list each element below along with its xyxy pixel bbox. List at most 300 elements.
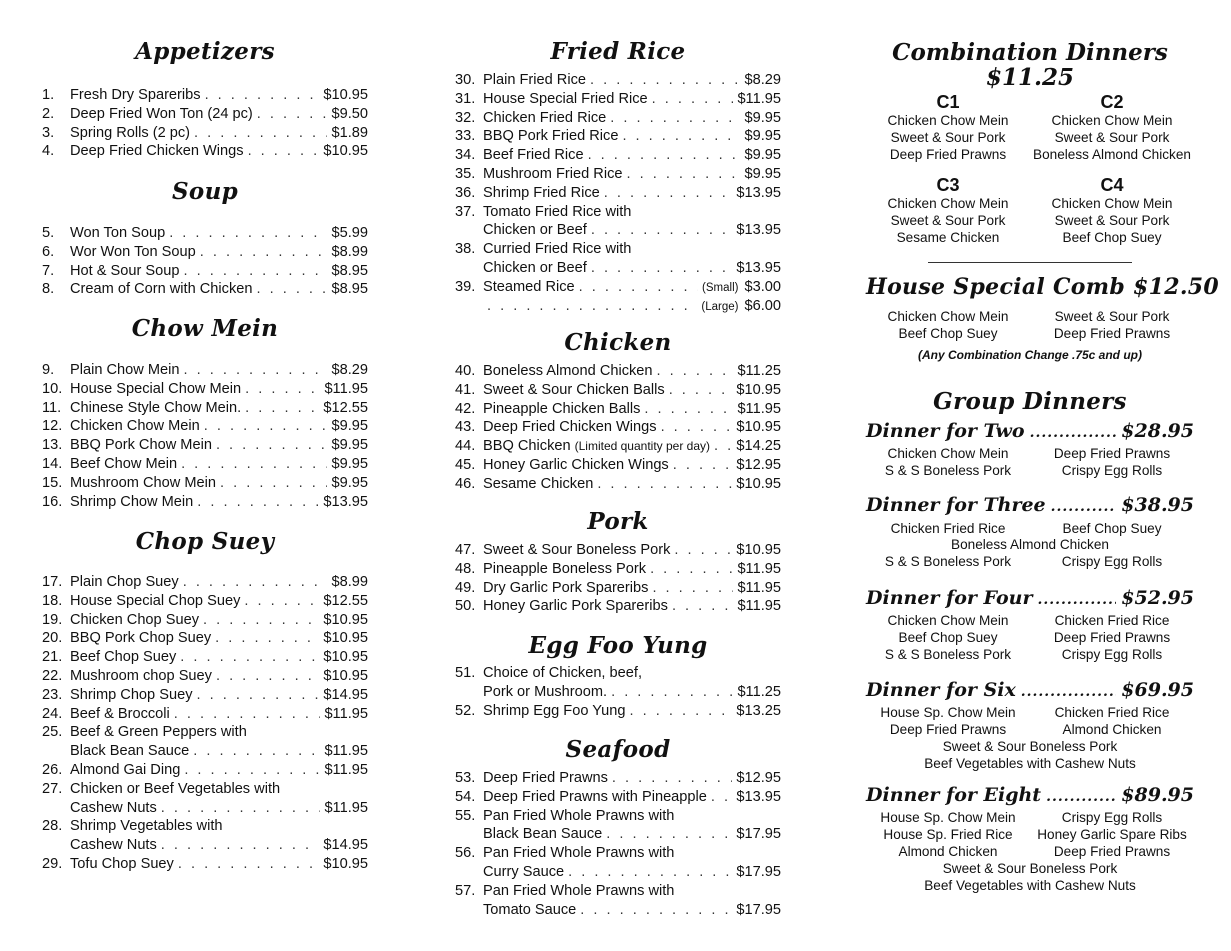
- leader-dots: [200, 244, 328, 260]
- menu-item-row: [42, 125, 368, 144]
- section-title-chow-mein: Chow Mein: [131, 315, 279, 342]
- leader-dots: [630, 703, 733, 719]
- leader-dots: [597, 476, 732, 492]
- leader-dots: [205, 87, 320, 103]
- menu-item-row: [42, 724, 368, 743]
- item-number: 42.: [455, 400, 476, 417]
- item-number: 2.: [42, 105, 55, 122]
- dinner-item: Honey Garlic Spare Ribs: [1037, 827, 1187, 842]
- item-name: Shrimp Vegetables with: [70, 818, 223, 835]
- leader-dots: [669, 382, 733, 398]
- dinner-for-three-title: [866, 494, 1194, 516]
- item-price: $11.95: [324, 743, 368, 760]
- menu-item-row: [42, 381, 368, 400]
- item-name: Choice of Chicken, beef,: [483, 665, 642, 681]
- item-name: Beef Chow Mein: [70, 455, 178, 472]
- item-price: $10.95: [323, 855, 368, 872]
- item-name: Wor Won Ton Soup: [70, 243, 196, 260]
- leader-dots: [245, 400, 319, 416]
- item-price: $5.99: [331, 225, 368, 241]
- leader-dots: [184, 263, 328, 279]
- dinner-name: Dinner for Six: [866, 679, 1016, 701]
- dinner-price: $52.95: [1121, 587, 1194, 609]
- item-name: Cream of Corn with Chicken: [70, 281, 253, 298]
- item-name: Chinese Style Chow Mein.: [70, 399, 242, 416]
- dinner-price: $89.95: [1121, 784, 1194, 806]
- item-name: Pineapple Boneless Pork: [483, 560, 647, 577]
- item-price: $14.25: [736, 438, 781, 455]
- dinner-item: Beef Chop Suey: [1062, 521, 1162, 536]
- item-number: 35.: [455, 165, 476, 182]
- item-price: $10.95: [736, 475, 781, 492]
- item-name: Cashew Nuts: [70, 837, 157, 854]
- item-number: 33.: [455, 128, 476, 145]
- menu-item-row: [455, 438, 781, 457]
- item-number: 28.: [42, 818, 63, 835]
- dinner-item: Chicken Chow Mein: [887, 613, 1009, 628]
- dinner-for-two-items: [866, 445, 1194, 479]
- leader-dots: [184, 762, 320, 778]
- item-number: 44.: [455, 438, 476, 455]
- item-price: $8.95: [331, 281, 368, 298]
- menu-item-row: [42, 800, 368, 819]
- item-name: Hot & Sour Soup: [70, 262, 180, 279]
- leader-dots: [161, 837, 320, 853]
- dinner-item: S & S Boneless Pork: [884, 554, 1012, 569]
- leader-dots: [244, 593, 319, 609]
- item-number: 25.: [42, 724, 63, 741]
- item-number: 36.: [455, 184, 476, 201]
- menu-item-row: [42, 762, 368, 781]
- dinner-item: S & S Boneless Pork: [884, 647, 1012, 662]
- menu-item-row: [42, 281, 368, 300]
- combination-dinners-price: $11.25: [985, 64, 1075, 91]
- menu-item-row: [455, 789, 781, 808]
- item-price: $10.95: [736, 542, 781, 558]
- item-number: 8.: [42, 281, 55, 298]
- section-title-chop-suey: Chop Suey: [135, 528, 275, 555]
- leader-dots: [216, 437, 328, 453]
- item-name: Pan Fried Whole Prawns with: [483, 845, 675, 862]
- item-name: House Special Chow Mein: [70, 380, 242, 397]
- leader-dots: [257, 106, 328, 122]
- item-price: $9.95: [744, 147, 781, 164]
- dinner-item: Crispy Egg Rolls: [1061, 554, 1163, 569]
- leader-dots: [1030, 425, 1117, 441]
- item-price: $13.95: [736, 222, 781, 239]
- leader-dots: [580, 902, 732, 918]
- leader-dots: [568, 864, 732, 880]
- menu-item-row: [455, 902, 781, 921]
- section-title-pork: Pork: [587, 508, 649, 535]
- item-price: $14.95: [323, 686, 368, 703]
- item-price: $11.95: [324, 705, 368, 722]
- item-name: Tomato Sauce: [483, 901, 577, 918]
- dinner-name: Dinner for Four: [866, 587, 1033, 609]
- item-name: Shrimp Egg Foo Yung: [483, 702, 626, 719]
- leader-dots: [711, 789, 732, 805]
- item-price: $11.95: [324, 380, 368, 397]
- item-price: $10.95: [323, 667, 368, 684]
- item-number: 31.: [455, 90, 476, 107]
- item-number: 30.: [455, 72, 476, 88]
- dinner-item: Chicken Fried Rice: [890, 521, 1006, 536]
- menu-item-row: [455, 883, 781, 902]
- dinner-item: Sweet & Sour Boneless Pork: [942, 861, 1118, 876]
- section-title-soup: Soup: [172, 178, 238, 205]
- dinner-item: Crispy Egg Rolls: [1061, 810, 1163, 825]
- section-title-chicken: Chicken: [564, 329, 672, 356]
- leader-dots: [184, 362, 328, 378]
- item-price: $11.95: [737, 579, 781, 596]
- item-name: Fresh Dry Spareribs: [70, 87, 201, 103]
- menu-item-row: [42, 475, 368, 494]
- item-name: Curry Sauce: [483, 863, 565, 880]
- item-number: 45.: [455, 456, 476, 473]
- menu-item-row: [42, 574, 368, 593]
- menu-item-row: [42, 418, 368, 437]
- leader-dots: [673, 457, 733, 473]
- dinner-item: Chicken Fried Rice: [1054, 613, 1170, 628]
- item-name: Deep Fried Prawns: [483, 770, 608, 786]
- menu-item-row: [42, 687, 368, 706]
- item-name: Mushroom Chow Mein: [70, 474, 216, 491]
- leader-dots: [245, 381, 320, 397]
- item-price: $8.95: [331, 262, 368, 279]
- item-name: House Special Chop Suey: [70, 592, 241, 609]
- combo-code: C3: [936, 175, 960, 195]
- item-number: 37.: [455, 203, 476, 220]
- leader-dots: [220, 475, 327, 491]
- dinner-item: Sweet & Sour Boneless Pork: [942, 739, 1118, 754]
- item-number: 40.: [455, 363, 476, 379]
- divider: [928, 262, 1132, 263]
- leader-dots: [652, 91, 734, 107]
- menu-item-row: [42, 649, 368, 668]
- item-number: 41.: [455, 381, 476, 398]
- menu-item-row: [455, 864, 781, 883]
- chop-suey-list: [42, 574, 368, 875]
- menu-item-row: [455, 72, 781, 91]
- menu-item-row: [42, 781, 368, 800]
- leader-dots: [169, 225, 327, 241]
- item-name: Mushroom chop Suey: [70, 667, 212, 684]
- item-number: 13.: [42, 437, 63, 454]
- item-number: 18.: [42, 592, 63, 609]
- menu-item-row: [42, 362, 368, 381]
- item-price: $12.95: [736, 770, 781, 786]
- item-number: 11.: [42, 399, 62, 416]
- menu-item-row: [455, 204, 781, 223]
- leader-dots: [591, 222, 733, 238]
- leader-dots: [193, 743, 320, 759]
- item-name: Mushroom Fried Rice: [483, 165, 623, 182]
- item-price: $10.95: [323, 143, 368, 160]
- menu-item-row: [455, 845, 781, 864]
- item-name: Beef & Broccoli: [70, 705, 170, 722]
- combo-item: Chicken Chow Mein: [887, 113, 1009, 128]
- dinner-for-six-title: [866, 679, 1194, 701]
- item-number: 23.: [42, 686, 63, 703]
- item-number: 17.: [42, 574, 63, 590]
- item-name: Steamed Rice: [483, 278, 575, 295]
- dinner-item: Deep Fried Prawns: [1053, 844, 1171, 859]
- item-name: Plain Chow Mein: [70, 362, 180, 378]
- menu-item-row: [455, 382, 781, 401]
- item-name: Shrimp Chow Mein: [70, 493, 194, 510]
- item-price: $11.95: [324, 799, 368, 816]
- dinner-for-four-title: [866, 587, 1194, 609]
- menu-item-row: [455, 826, 781, 845]
- combo-code: C1: [936, 92, 960, 112]
- dinner-item: Chicken Chow Mein: [887, 446, 1009, 461]
- item-price: $11.95: [737, 560, 781, 577]
- item-name: Pineapple Chicken Balls: [483, 400, 641, 417]
- combo-item: Chicken Chow Mein: [887, 196, 1009, 211]
- dinner-for-eight-title: [866, 784, 1194, 806]
- item-price: $9.95: [331, 455, 368, 472]
- menu-item-row: [455, 561, 781, 580]
- leader-dots: [610, 110, 740, 126]
- menu-item-row: [42, 593, 368, 612]
- combo-item: Beef Chop Suey: [898, 326, 998, 341]
- item-size-note: (Large): [701, 300, 739, 313]
- menu-item-row: [42, 143, 368, 162]
- egg-foo-yung-list: [455, 665, 781, 721]
- combo-item: Chicken Chow Mein: [1051, 196, 1173, 211]
- item-price: $11.25: [737, 683, 781, 700]
- combo-code: C4: [1100, 175, 1124, 195]
- item-number: 51.: [455, 665, 476, 681]
- item-name: BBQ Pork Fried Rice: [483, 128, 619, 145]
- item-name: House Special Fried Rice: [483, 90, 648, 107]
- item-price: $12.55: [323, 592, 368, 609]
- dinner-price: $69.95: [1121, 679, 1194, 701]
- combination-dinners-title: Combination Dinners: [892, 39, 1168, 66]
- dinner-for-three-items-2: [866, 553, 1194, 570]
- item-price: $9.95: [744, 109, 781, 126]
- leader-dots: [657, 363, 734, 379]
- item-number: 29.: [42, 855, 63, 872]
- leader-dots: [579, 279, 698, 295]
- item-number: 3.: [42, 124, 55, 141]
- item-number: 5.: [42, 225, 55, 241]
- dinner-item: House Sp. Chow Mein: [880, 705, 1016, 720]
- item-number: 22.: [42, 667, 63, 684]
- item-name: Spring Rolls (2 pc): [70, 124, 191, 141]
- item-price: $9.95: [331, 418, 368, 435]
- item-number: 12.: [42, 418, 63, 435]
- leader-dots: [661, 419, 733, 435]
- dinner-item: House Sp. Chow Mein: [880, 810, 1016, 825]
- item-name: Chicken Chop Suey: [70, 611, 199, 628]
- item-name: Boneless Almond Chicken: [483, 363, 653, 379]
- appetizers-list: [42, 87, 368, 162]
- dinner-item: Almond Chicken: [1062, 722, 1162, 737]
- item-name: Black Bean Sauce: [70, 743, 190, 760]
- leader-dots: [627, 166, 741, 182]
- menu-item-row: [455, 542, 781, 561]
- item-number: 52.: [455, 702, 476, 719]
- item-price: $13.25: [736, 702, 781, 719]
- dinner-price: $28.95: [1121, 420, 1194, 442]
- dinner-for-four-items: [866, 612, 1194, 663]
- dinner-name: Dinner for Eight: [866, 784, 1042, 806]
- item-name: Honey Garlic Pork Spareribs: [483, 598, 668, 615]
- item-number: 14.: [42, 455, 63, 472]
- dinner-item: Boneless Almond Chicken: [951, 537, 1109, 552]
- dinner-item: Crispy Egg Rolls: [1061, 647, 1163, 662]
- leader-dots: [1051, 499, 1117, 515]
- menu-item-row: [455, 598, 781, 617]
- dinner-item: Crispy Egg Rolls: [1061, 463, 1163, 478]
- combo-item: Sweet & Sour Pork: [890, 213, 1006, 228]
- item-price: $17.95: [736, 901, 781, 918]
- leader-dots: [181, 456, 327, 472]
- chicken-list: [455, 363, 781, 495]
- leader-dots: [652, 580, 733, 596]
- menu-item-row: [455, 665, 781, 684]
- chow-mein-list: [42, 362, 368, 512]
- menu-item-row: [42, 244, 368, 263]
- combination-change-note: (Any Combination Change .75c and up): [917, 348, 1142, 362]
- leader-dots: [644, 401, 733, 417]
- menu-item-row: [455, 279, 781, 298]
- leader-dots: [204, 418, 328, 434]
- menu-item-row: [455, 419, 781, 438]
- item-name: BBQ Pork Chop Suey: [70, 630, 212, 647]
- menu-item-row: [42, 818, 368, 837]
- dinner-for-six-items: [866, 704, 1194, 738]
- item-price: $13.95: [323, 493, 368, 510]
- combo-item: Deep Fried Prawns: [1053, 326, 1171, 341]
- item-price: $8.99: [331, 243, 368, 260]
- combo-item: Sesame Chicken: [896, 230, 1000, 245]
- item-name: Chicken or Beef Vegetables with: [70, 780, 281, 797]
- item-number: 24.: [42, 705, 63, 722]
- item-price: $13.95: [736, 184, 781, 201]
- dinner-for-eight-items: [866, 809, 1194, 860]
- item-name: Won Ton Soup: [70, 225, 166, 241]
- menu-item-row: [455, 401, 781, 420]
- house-special-items: [866, 308, 1194, 342]
- combo-item: Sweet & Sour Pork: [890, 130, 1006, 145]
- item-price: $11.95: [737, 598, 781, 615]
- leader-dots: [1021, 684, 1117, 700]
- item-size-note: (Small): [702, 281, 739, 294]
- menu-item-row: [455, 808, 781, 827]
- item-name: Almond Gai Ding: [70, 761, 181, 778]
- item-price: $11.25: [737, 363, 781, 379]
- leader-dots: [180, 649, 319, 665]
- dinner-item: Beef Chop Suey: [898, 630, 998, 645]
- leader-dots: [487, 298, 697, 314]
- combo-c1: [866, 92, 1030, 163]
- leader-dots: [591, 260, 733, 276]
- item-number: 54.: [455, 788, 476, 805]
- item-number: 48.: [455, 560, 476, 577]
- leader-dots: [174, 706, 321, 722]
- item-price: $10.95: [323, 649, 368, 666]
- fried-rice-list: [455, 72, 781, 316]
- item-name: Deep Fried Prawns with Pineapple: [483, 788, 707, 805]
- leader-dots: [197, 494, 319, 510]
- item-number: 34.: [455, 147, 476, 164]
- dinner-for-three-items-1: [866, 520, 1194, 537]
- combination-grid-top: [866, 92, 1194, 163]
- menu-item-row: [455, 147, 781, 166]
- item-number: 4.: [42, 143, 55, 160]
- item-name: Sesame Chicken: [483, 475, 594, 492]
- item-price: $17.95: [736, 863, 781, 880]
- combo-item: Deep Fried Prawns: [889, 147, 1007, 162]
- pork-list: [455, 542, 781, 617]
- dinner-item: Almond Chicken: [898, 844, 998, 859]
- menu-item-row: [42, 494, 368, 513]
- menu-item-row: [455, 363, 781, 382]
- item-price: $8.29: [331, 362, 368, 378]
- item-price: $12.95: [736, 456, 781, 473]
- leader-dots: [590, 72, 740, 88]
- item-name: Shrimp Chop Suey: [70, 686, 193, 703]
- item-number: 19.: [42, 611, 63, 628]
- item-name: Pan Fried Whole Prawns with: [483, 882, 675, 899]
- dinner-for-two-title: [866, 420, 1194, 442]
- combo-item: Boneless Almond Chicken: [1033, 147, 1191, 162]
- leader-dots: [611, 684, 733, 700]
- item-price: $9.95: [744, 165, 781, 182]
- leader-dots: [1037, 592, 1116, 608]
- item-number: 1.: [42, 87, 55, 103]
- item-name: BBQ Chicken: [483, 438, 571, 455]
- menu-item-row: [455, 684, 781, 703]
- section-title-seafood: Seafood: [565, 736, 671, 763]
- combination-grid-bottom: [866, 175, 1194, 246]
- item-price: $10.95: [323, 611, 368, 628]
- menu-item-row: [455, 476, 781, 495]
- item-name: BBQ Pork Chow Mein: [70, 437, 212, 454]
- section-title-fried-rice: Fried Rice: [550, 38, 686, 65]
- item-price: $9.95: [331, 437, 368, 454]
- item-price: $14.95: [323, 837, 368, 854]
- item-price: $11.95: [737, 400, 781, 417]
- leader-dots: [604, 185, 733, 201]
- dinner-price: $38.95: [1121, 494, 1194, 516]
- item-name: Plain Chop Suey: [70, 574, 179, 590]
- item-price: $9.50: [331, 105, 368, 122]
- item-name: Curried Fried Rice with: [483, 241, 632, 258]
- section-title-appetizers: Appetizers: [135, 38, 275, 65]
- leader-dots: [257, 281, 328, 297]
- item-subnote: (Limited quantity per day): [574, 439, 711, 454]
- item-number: 16.: [42, 493, 63, 510]
- menu-item-row: [42, 856, 368, 875]
- menu-item-row: [455, 222, 781, 241]
- item-price: $10.95: [323, 87, 368, 103]
- item-name: Black Bean Sauce: [483, 826, 603, 843]
- dinner-name: Dinner for Two: [866, 420, 1025, 442]
- dinner-item: House Sp. Fried Rice: [883, 827, 1013, 842]
- leader-dots: [161, 800, 321, 816]
- dinner-item: S & S Boneless Pork: [884, 463, 1012, 478]
- group-dinners-title: Group Dinners: [933, 388, 1127, 415]
- item-number: 27.: [42, 780, 63, 797]
- item-name: Pan Fried Whole Prawns with: [483, 807, 675, 824]
- item-price: $6.00: [744, 297, 781, 314]
- item-number: 32.: [455, 109, 476, 126]
- menu-item-row: [455, 298, 781, 317]
- item-number: 6.: [42, 243, 55, 260]
